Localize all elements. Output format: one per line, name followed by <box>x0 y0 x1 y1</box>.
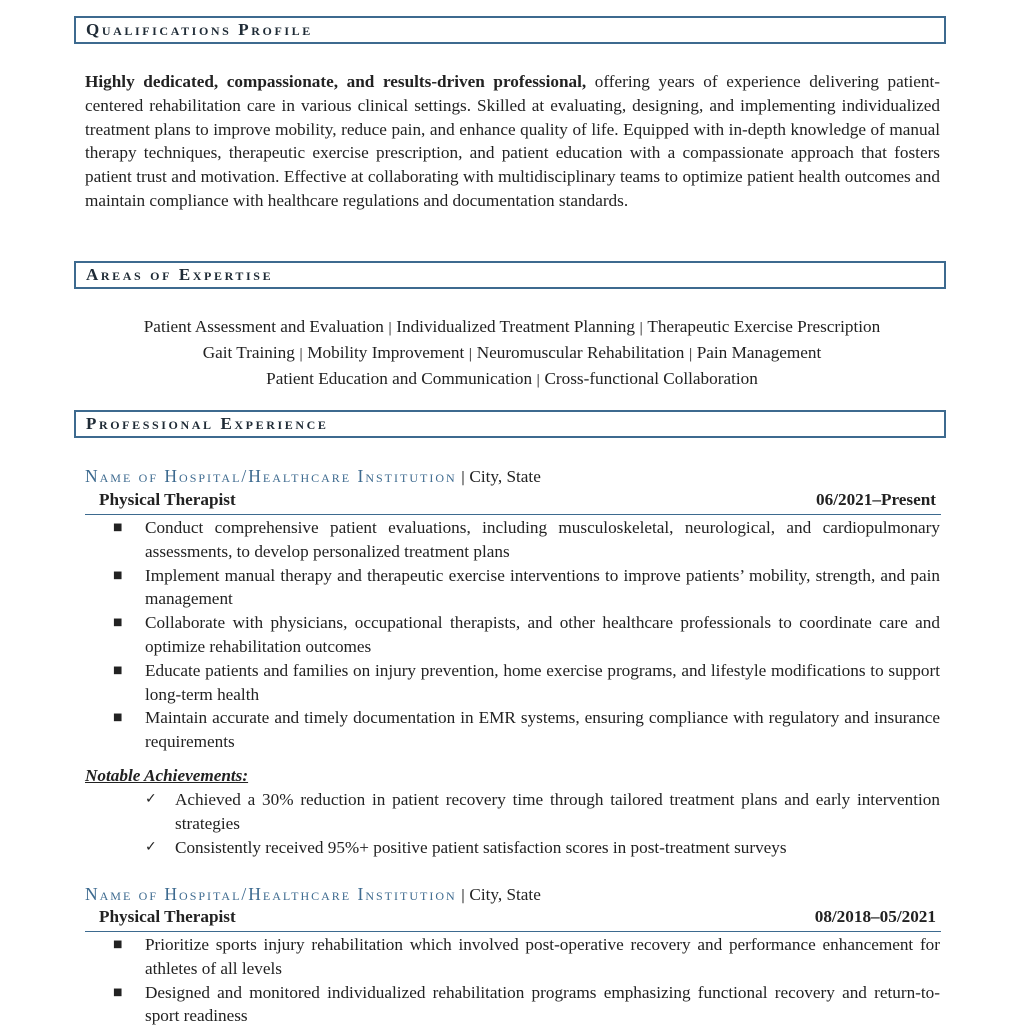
job-2-bullets <box>85 933 940 1028</box>
section-header-expertise: Areas of Expertise <box>74 261 946 289</box>
bullet-marker-icon: ■ <box>113 986 123 998</box>
job-1-organization: Name of Hospital/Healthcare Institution <box>85 466 457 486</box>
expertise-item: Gait Training <box>202 342 295 362</box>
bullet-marker-icon: ■ <box>113 664 123 676</box>
section-header-experience: Professional Experience <box>74 410 946 438</box>
job-2-separator: | <box>460 888 466 904</box>
list-item <box>85 706 940 754</box>
job-1-separator: | <box>460 470 466 486</box>
list-item <box>85 611 940 659</box>
expertise-separator: | <box>468 346 473 362</box>
expertise-item: Cross-functional Collaboration <box>544 368 758 388</box>
expertise-separator: | <box>638 321 644 336</box>
bullet-text: Collaborate with physicians, occupational therapists, and other healthcare professionals to coordinate care and optimize rehabilitation outcomes <box>145 613 940 656</box>
bullet-text: Educate patients and families on injury prevention, home exercise programs, and lifestyle modifications to support long-term health <box>145 660 940 704</box>
job-1-achievements <box>85 788 940 859</box>
list-item <box>85 659 940 707</box>
job-1-role-row <box>85 489 941 515</box>
list-item <box>85 933 940 981</box>
job-1-location: City, State <box>469 467 541 486</box>
list-item <box>85 981 940 1028</box>
job-2-role-row <box>85 906 941 932</box>
profile-body: offering years of experience delivering patient-centered rehabilitation care in various clinical settings. Skilled at evaluating, designing, and implementing individualized treatment plans to improve mobility, reduce pain, and enhance quality of life. Equipped with in-depth knowledge of manual therapy techniques, therapeutic exercise prescription, and patient education with a compassionate approach that fosters patient trust and motivation. Effective at collaborating with multidisciplinary teams to optimize patient health outcomes and maintain compliance with healthcare regulations and documentation standards. <box>85 72 940 210</box>
expertise-item: Patient Assessment and Evaluation <box>143 317 384 336</box>
expertise-item: Therapeutic Exercise Prescription <box>647 317 881 336</box>
job-1-bullets <box>85 516 940 754</box>
bullet-marker-icon: ■ <box>113 939 123 950</box>
expertise-separator: | <box>536 372 541 388</box>
bullet-marker-icon: ■ <box>113 712 123 724</box>
bullet-marker-icon: ■ <box>113 522 123 533</box>
achievement-text: Consistently received 95%+ positive patient satisfaction scores in post-treatment surveys <box>175 837 787 857</box>
list-item <box>85 836 940 860</box>
expertise-item: Pain Management <box>696 342 822 362</box>
job-1-achievements-label: Notable Achievements: <box>85 766 249 785</box>
bullet-text: Designed and monitored individualized rehabilitation programs emphasizing functional recovery and return-to-sport readiness <box>145 982 940 1026</box>
achievement-text: Achieved a 30% reduction in patient recovery time through tailored treatment plans and early intervention strategies <box>175 790 940 833</box>
checkmark-icon: ✓ <box>145 838 157 855</box>
section-header-qualifications: Qualifications Profile <box>74 16 946 44</box>
job-2-title: Physical Therapist <box>99 907 236 926</box>
expertise-line-2 <box>74 341 950 367</box>
job-2-employer <box>85 883 541 907</box>
list-item <box>85 564 940 612</box>
expertise-list <box>74 315 950 392</box>
expertise-item: Individualized Treatment Planning <box>396 317 635 336</box>
profile-lead: Highly dedicated, compassionate, and results-driven professional, <box>85 72 587 91</box>
expertise-line-3 <box>74 367 950 393</box>
job-2-location: City, State <box>469 885 541 904</box>
profile-paragraph <box>85 70 940 213</box>
job-2-dates: 08/2018–05/2021 <box>814 907 936 926</box>
job-1-employer <box>85 465 541 489</box>
list-item <box>85 516 940 564</box>
bullet-text: Conduct comprehensive patient evaluations, including musculoskeletal, neurological, and cardiopulmonary assessments, to develop personalized treatment plans <box>145 518 940 561</box>
job-2-organization: Name of Hospital/Healthcare Institution <box>85 884 457 904</box>
job-1-dates: 06/2021–Present <box>816 490 936 509</box>
job-1-title: Physical Therapist <box>99 490 236 509</box>
expertise-separator: | <box>688 346 693 362</box>
expertise-line-1 <box>74 315 950 341</box>
checkmark-icon: ✓ <box>145 791 157 807</box>
bullet-text: Maintain accurate and timely documentation in EMR systems, ensuring compliance with regulatory and insurance requirements <box>145 708 940 752</box>
bullet-text: Prioritize sports injury rehabilitation which involved post-operative recovery and performance enhancement for athletes of all levels <box>145 935 940 978</box>
expertise-separator: | <box>387 321 393 336</box>
bullet-marker-icon: ■ <box>113 617 123 629</box>
expertise-item: Neuromuscular Rehabilitation <box>476 342 685 362</box>
list-item <box>85 788 940 836</box>
expertise-separator: | <box>298 346 304 362</box>
bullet-text: Implement manual therapy and therapeutic exercise interventions to improve patients’ mobility, strength, and pain management <box>145 565 940 609</box>
expertise-item: Mobility Improvement <box>307 342 465 362</box>
expertise-item: Patient Education and Communication <box>266 368 533 388</box>
bullet-marker-icon: ■ <box>113 569 123 581</box>
